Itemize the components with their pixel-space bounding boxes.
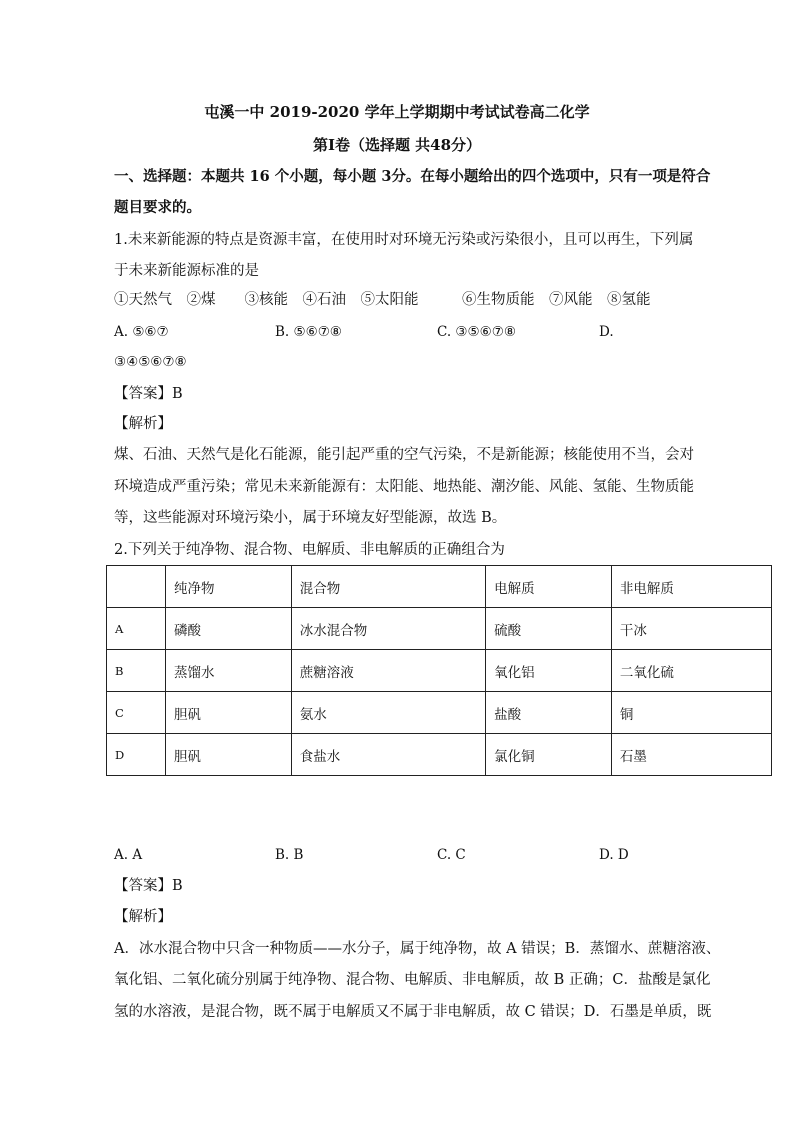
table-cell: 干冰 (611, 608, 771, 650)
instructions-line-2: 题目要求的。 (114, 199, 201, 216)
table-row (107, 608, 772, 650)
table-row (107, 650, 772, 692)
table-cell: 铜 (611, 692, 771, 734)
table-cell: 氨水 (291, 692, 485, 734)
q1-answer: 【答案】B (114, 386, 183, 402)
exam-title: 屯溪一中 2019-2020 学年上学期期中考试试卷高二化学 (204, 103, 590, 121)
table-cell: 磷酸 (166, 608, 292, 650)
table-cell: A (107, 608, 166, 650)
q2-analysis-line-3: 氢的水溶液，是混合物，既不属于电解质又不属于非电解质，故 C 错误；D．石墨是单质，既 (114, 1004, 712, 1020)
table-cell: 胆矾 (166, 734, 292, 776)
table-cell: 蒸馏水 (166, 650, 292, 692)
section-title: 第Ⅰ卷（选择题 共48分） (312, 136, 482, 154)
table-cell: 二氧化硫 (611, 650, 771, 692)
table-header-cell: 电解质 (486, 566, 612, 608)
table-header-cell: 混合物 (291, 566, 485, 608)
table-cell: 胆矾 (166, 692, 292, 734)
instructions-line-1: 一、选择题：本题共 16 个小题，每小题 3分。在每小题给出的四个选项中，只有一项是符合 (114, 168, 711, 185)
table-header-cell: 非电解质 (611, 566, 771, 608)
q2-stem: 2.下列关于纯净物、混合物、电解质、非电解质的正确组合为 (114, 542, 505, 558)
table-cell: B (107, 650, 166, 692)
q2-option-a: A. A (114, 847, 143, 863)
q2-answer: 【答案】B (114, 878, 183, 894)
table-row (107, 734, 772, 776)
q2-analysis-line-2: 氧化铝、二氧化硫分别属于纯净物、混合物、电解质、非电解质，故 B 正确；C．盐酸是氯化 (114, 972, 711, 988)
q1-stem-line-2: 于未来新能源标准的是 (114, 263, 259, 279)
table-header-cell (107, 566, 166, 608)
table-header-row (107, 566, 772, 608)
q2-analysis-line-1: A．冰水混合物中只含一种物质——水分子，属于纯净物，故 A 错误；B．蒸馏水、蔗糖溶液、 (114, 941, 721, 957)
q1-analysis-line-2: 环境造成严重污染；常见未来新能源有：太阳能、地热能、潮汐能、风能、氢能、生物质能 (114, 479, 694, 495)
table-cell: 氧化铝 (486, 650, 612, 692)
q1-items: ①天然气 ②煤 ③核能 ④石油 ⑤太阳能 ⑥生物质能 ⑦风能 ⑧氢能 (114, 292, 651, 308)
table-cell: 盐酸 (486, 692, 612, 734)
table-cell: 石墨 (611, 734, 771, 776)
q1-analysis-line-1: 煤、石油、天然气是化石能源，能引起严重的空气污染，不是新能源；核能使用不当，会对 (114, 447, 694, 463)
q2-classification-table (106, 565, 772, 776)
table-header-cell: 纯净物 (166, 566, 292, 608)
table-cell: 硫酸 (486, 608, 612, 650)
q1-analysis-line-3: 等，这些能源对环境污染小，属于环境友好型能源，故选 B。 (114, 510, 507, 526)
table-cell: D (107, 734, 166, 776)
table-cell: 冰水混合物 (291, 608, 485, 650)
table-cell: 蔗糖溶液 (291, 650, 485, 692)
q2-option-d: D. D (599, 847, 629, 863)
q1-analysis-label: 【解析】 (114, 416, 172, 432)
q1-option-d: D. (599, 324, 614, 340)
table-cell: C (107, 692, 166, 734)
q2-analysis-label: 【解析】 (114, 909, 172, 925)
q2-option-b: B. B (275, 847, 304, 863)
q1-option-b: B. ⑤⑥⑦⑧ (275, 324, 342, 340)
q1-stem-line-1: 1.未来新能源的特点是资源丰富，在使用时对环境无污染或污染很小，且可以再生，下列属 (114, 232, 694, 248)
q2-option-c: C. C (437, 847, 466, 863)
q1-option-c: C. ③⑤⑥⑦⑧ (437, 324, 516, 340)
table-cell: 氯化铜 (486, 734, 612, 776)
q1-option-d-continued: ③④⑤⑥⑦⑧ (114, 354, 187, 370)
table-row (107, 692, 772, 734)
q1-option-a: A. ⑤⑥⑦ (114, 324, 169, 340)
table-cell: 食盐水 (291, 734, 485, 776)
